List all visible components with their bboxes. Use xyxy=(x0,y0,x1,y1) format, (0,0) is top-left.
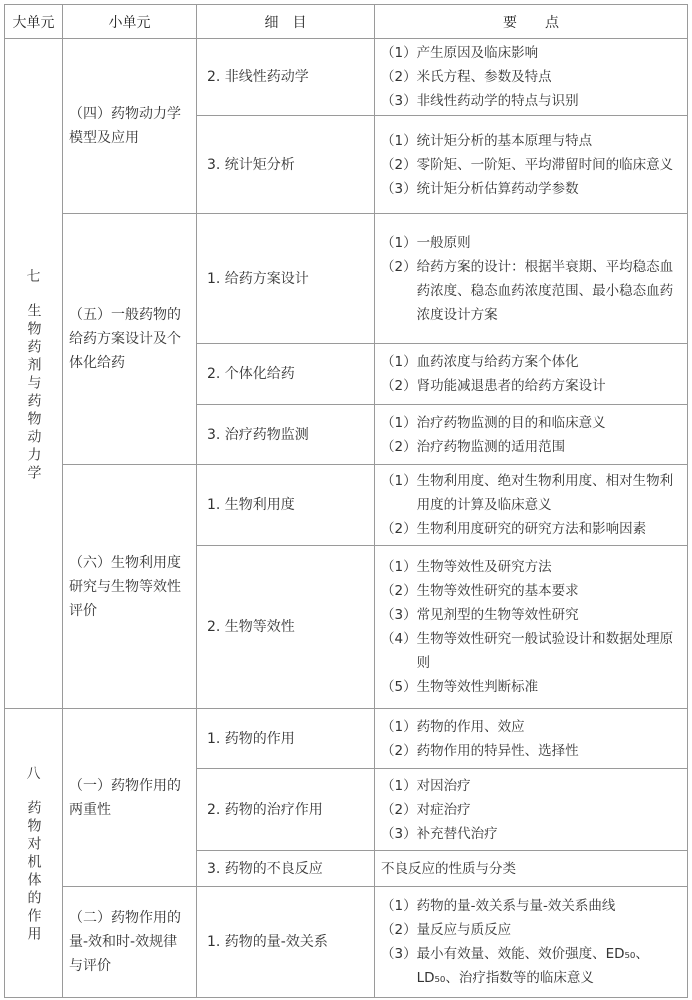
point-item xyxy=(381,774,681,798)
subunit-label: （六）生物利用度研究与生物等效性评价 xyxy=(69,554,181,619)
points-cell xyxy=(375,405,688,465)
point-text: 常见剂型的生物等效性研究 xyxy=(416,607,579,623)
point-number: （2） xyxy=(381,258,417,275)
point-text: 生物等效性判断标准 xyxy=(416,679,539,695)
point-item xyxy=(381,603,681,627)
detail-cell xyxy=(197,344,375,405)
point-number: （2） xyxy=(381,156,417,173)
detail-label: 1. 生物利用度 xyxy=(207,497,295,513)
point-item xyxy=(381,350,681,374)
point-number: （2） xyxy=(381,583,417,599)
point-number: （1） xyxy=(381,354,417,370)
subunit-cell xyxy=(63,887,197,998)
subunit-cell xyxy=(63,465,197,709)
detail-cell xyxy=(197,546,375,709)
point-number: （2） xyxy=(381,69,417,85)
point-number: （3） xyxy=(381,607,417,623)
point-text: 统计矩分析估算药动学参数 xyxy=(416,180,579,197)
point-item xyxy=(381,153,681,177)
points-cell xyxy=(375,851,688,887)
subunit-cell xyxy=(63,214,197,465)
detail-label: 3. 统计矩分析 xyxy=(207,156,295,173)
unit-number: 七 xyxy=(26,268,41,285)
point-item xyxy=(381,579,681,603)
point-text: 生物等效性研究一般试验设计和数据处理原则 xyxy=(416,631,674,671)
table-row xyxy=(5,465,688,546)
subunit-cell xyxy=(63,709,197,887)
subunit-cell xyxy=(63,39,197,214)
point-text: 最小有效量、效能、效价强度、ED₅₀、LD₅₀、治疗指数等的临床意义 xyxy=(416,946,649,986)
detail-label: 1. 药物的作用 xyxy=(207,730,295,747)
unit-cell xyxy=(5,709,63,998)
point-number: （4） xyxy=(381,631,417,647)
point-text: 统计矩分析的基本原理与特点 xyxy=(416,132,593,149)
point-text: 生物利用度研究的研究方法和影响因素 xyxy=(416,521,647,537)
point-item xyxy=(381,739,681,763)
point-number: （3） xyxy=(381,93,417,109)
point-item xyxy=(381,918,681,942)
unit-cell xyxy=(5,39,63,709)
point-number: （2） xyxy=(381,801,417,818)
point-text: 不良反应的性质与分类 xyxy=(381,860,516,877)
point-text: 补充替代治疗 xyxy=(416,825,498,842)
point-number: （2） xyxy=(381,521,417,537)
point-item xyxy=(381,65,681,89)
point-item xyxy=(381,374,681,398)
table-row xyxy=(5,709,688,769)
point-item xyxy=(381,411,681,435)
point-text: 米氏方程、参数及特点 xyxy=(416,69,552,85)
point-item xyxy=(381,942,681,990)
point-text: 零阶矩、一阶矩、平均滞留时间的临床意义 xyxy=(416,156,674,173)
unit-name: 药物对机体的作用 xyxy=(25,800,42,944)
point-text: 药物的作用、效应 xyxy=(416,718,525,735)
point-item xyxy=(381,89,681,113)
syllabus-table xyxy=(4,4,688,998)
point-text: 对症治疗 xyxy=(416,801,471,818)
points-cell xyxy=(375,546,688,709)
detail-label: 2. 生物等效性 xyxy=(207,619,295,635)
point-number: （1） xyxy=(381,234,417,251)
header-row xyxy=(5,5,688,39)
table-row xyxy=(5,214,688,344)
points-cell xyxy=(375,116,688,214)
point-text: 生物利用度、绝对生物利用度、相对生物利用度的计算及临床意义 xyxy=(416,473,674,513)
subunit-label: （四）药物动力学模型及应用 xyxy=(69,106,181,146)
point-number: （2） xyxy=(381,378,417,394)
point-item xyxy=(381,129,681,153)
point-item xyxy=(381,627,681,675)
point-number: （1） xyxy=(381,718,417,735)
point-item xyxy=(381,41,681,65)
point-number: （1） xyxy=(381,777,417,794)
header-points: 要 点 xyxy=(375,5,688,39)
point-item xyxy=(381,435,681,459)
subunit-label: （一）药物作用的两重性 xyxy=(69,777,181,818)
point-text: 生物等效性及研究方法 xyxy=(416,559,552,575)
unit-number: 八 xyxy=(26,766,41,782)
detail-cell xyxy=(197,116,375,214)
point-number: （2） xyxy=(381,922,417,938)
point-number: （3） xyxy=(381,946,417,962)
point-number: （1） xyxy=(381,45,417,61)
detail-cell xyxy=(197,39,375,116)
point-number: （2） xyxy=(381,742,417,759)
point-number: （2） xyxy=(381,438,417,455)
point-item xyxy=(381,231,681,255)
detail-label: 2. 非线性药动学 xyxy=(207,69,309,85)
point-text: 治疗药物监测的目的和临床意义 xyxy=(416,414,606,431)
point-text: 药物的量-效关系与量-效关系曲线 xyxy=(416,898,616,914)
header-unit: 大单元 xyxy=(5,5,63,39)
point-item xyxy=(381,857,681,881)
point-item xyxy=(381,822,681,846)
detail-label: 3. 药物的不良反应 xyxy=(207,860,323,877)
point-item xyxy=(381,469,681,517)
point-text: 生物等效性研究的基本要求 xyxy=(416,583,579,599)
point-item xyxy=(381,555,681,579)
point-number: （1） xyxy=(381,898,417,914)
header-subunit: 小单元 xyxy=(63,5,197,39)
points-cell xyxy=(375,709,688,769)
point-text: 对因治疗 xyxy=(416,777,471,794)
points-cell xyxy=(375,39,688,116)
point-text: 给药方案的设计：根据半衰期、平均稳态血药浓度、稳态血药浓度范围、最小稳态血药浓度设计方案 xyxy=(416,258,674,323)
point-text: 治疗药物监测的适用范围 xyxy=(416,438,566,455)
detail-cell xyxy=(197,214,375,344)
point-text: 药物作用的特异性、选择性 xyxy=(416,742,579,759)
points-cell xyxy=(375,214,688,344)
detail-label: 2. 药物的治疗作用 xyxy=(207,801,323,818)
point-text: 非线性药动学的特点与识别 xyxy=(416,93,579,109)
table-row xyxy=(5,39,688,116)
detail-label: 1. 给药方案设计 xyxy=(207,270,309,287)
detail-label: 2. 个体化给药 xyxy=(207,366,295,382)
point-item xyxy=(381,675,681,699)
point-item xyxy=(381,798,681,822)
point-number: （1） xyxy=(381,559,417,575)
point-text: 血药浓度与给药方案个体化 xyxy=(416,354,579,370)
point-text: 一般原则 xyxy=(416,234,471,251)
point-item xyxy=(381,517,681,541)
table-body xyxy=(5,39,688,998)
point-number: （1） xyxy=(381,473,417,489)
detail-label: 3. 治疗药物监测 xyxy=(207,426,309,443)
table-row xyxy=(5,887,688,998)
detail-cell xyxy=(197,465,375,546)
detail-cell xyxy=(197,887,375,998)
point-number: （3） xyxy=(381,825,417,842)
point-number: （5） xyxy=(381,679,417,695)
point-text: 肾功能减退患者的给药方案设计 xyxy=(416,378,606,394)
header-detail: 细 目 xyxy=(197,5,375,39)
subunit-label: （二）药物作用的量-效和时-效规律与评价 xyxy=(69,910,181,974)
points-cell xyxy=(375,887,688,998)
points-cell xyxy=(375,344,688,405)
point-number: （1） xyxy=(381,132,417,149)
points-cell xyxy=(375,465,688,546)
detail-cell xyxy=(197,851,375,887)
unit-gap xyxy=(5,289,62,303)
point-item xyxy=(381,894,681,918)
point-number: （3） xyxy=(381,180,417,197)
point-text: 量反应与质反应 xyxy=(416,922,512,938)
subunit-label: （五）一般药物的给药方案设计及个体化给药 xyxy=(69,307,181,371)
unit-gap xyxy=(5,786,62,800)
unit-name: 生物药剂与药物动力学 xyxy=(25,302,42,483)
detail-label: 1. 药物的量-效关系 xyxy=(207,934,328,950)
point-number: （1） xyxy=(381,414,417,431)
point-item xyxy=(381,715,681,739)
points-cell xyxy=(375,769,688,851)
detail-cell xyxy=(197,709,375,769)
point-text: 产生原因及临床影响 xyxy=(416,45,539,61)
detail-cell xyxy=(197,769,375,851)
point-item xyxy=(381,255,681,327)
detail-cell xyxy=(197,405,375,465)
point-item xyxy=(381,177,681,201)
